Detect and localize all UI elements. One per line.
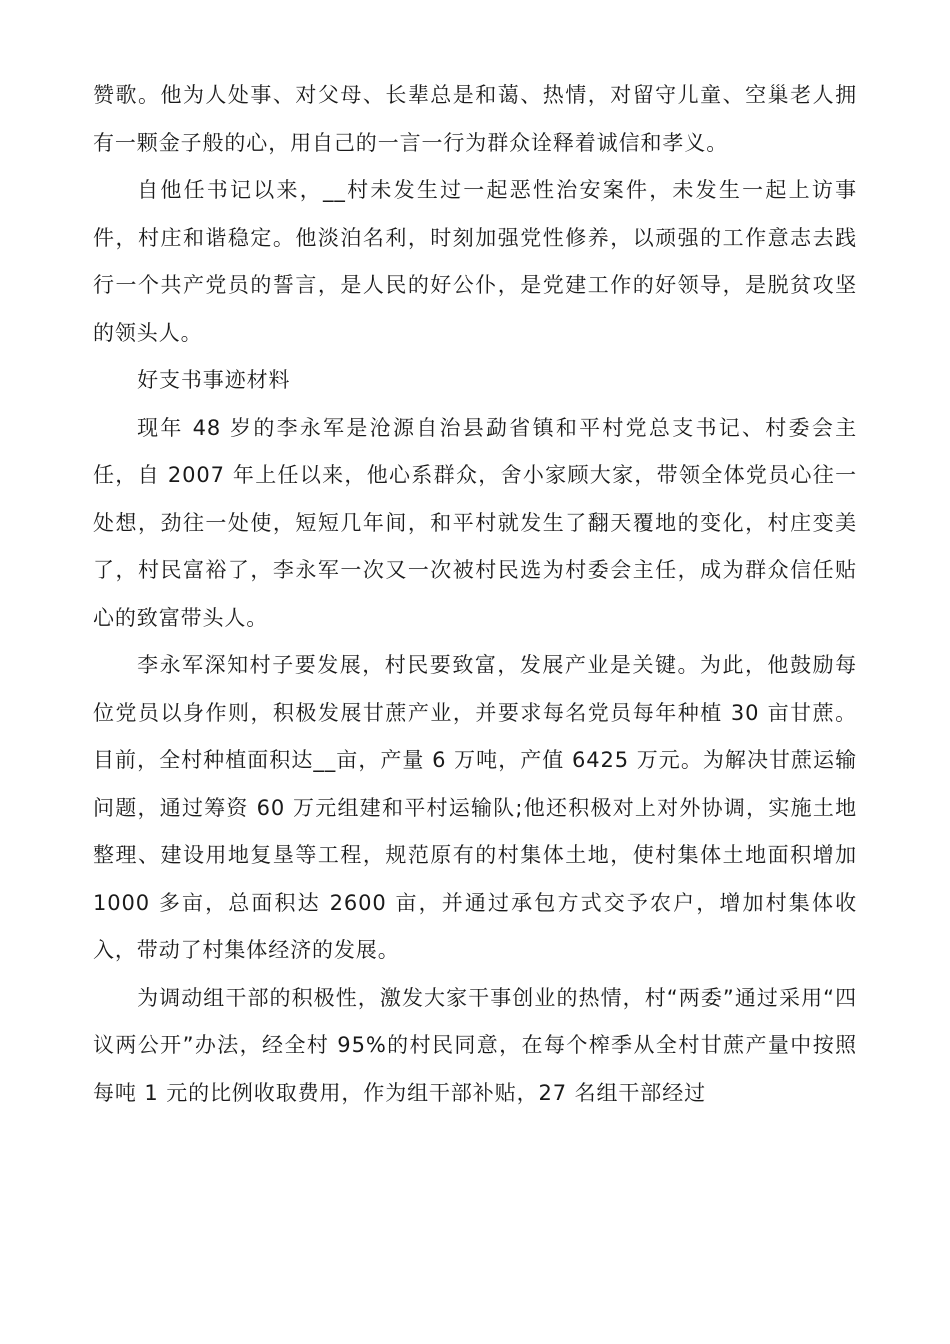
paragraph-5: 为调动组干部的积极性，激发大家干事创业的热情，村“两委”通过采用“四议两公开”办法，经全村 95%的村民同意，在每个榨季从全村甘蔗产量中按照每吨 1 元的比例收取费用，作为组干部补贴，27 名组干部经过 — [93, 985, 857, 1105]
paragraph-3: 现年 48 岁的李永军是沧源自治县勐省镇和平村党总支书记、村委会主任，自 2007 年上任以来，他心系群众，舍小家顾大家，带领全体党员心往一处想，劲往一处使，短短几年间，和平村就发生了翻天覆地的变化，村庄变美了，村民富裕了，李永军一次又一次被村民选为村委会主任，成为群众信任贴心的致富带头人。 — [93, 415, 857, 630]
paragraph-4: 李永军深知村子要发展，村民要致富，发展产业是关键。为此，他鼓励每位党员以身作则，积极发展甘蔗产业，并要求每名党员每年种植 30 亩甘蔗。目前，全村种植面积达__亩，产量 6 万吨，产值 6425 万元。为解决甘蔗运输问题，通过筹资 60 万元组建和平村运输队;他还积极对上对外协调，实施土地整理、建设用地复垦等工程，规范原有的村集体土地，使村集体土地面积增加 1000 多亩，总面积达 2600 亩，并通过承包方式交予农户，增加村集体收入，带动了村集体经济的发展。 — [93, 653, 857, 962]
paragraph-1: 赞歌。他为人处事、对父母、长辈总是和蔼、热情，对留守儿童、空巢老人拥有一颗金子般的心，用自己的一言一行为群众诠释着诚信和孝义。 — [93, 83, 857, 155]
document-page — [93, 72, 857, 1117]
paragraph-2: 自他任书记以来，__村未发生过一起恶性治安案件，未发生一起上访事件，村庄和谐稳定。他淡泊名利，时刻加强党性修养，以顽强的工作意志去践行一个共产党员的誓言，是人民的好公仆，是党建工作的好领导，是脱贫攻坚的领头人。 — [93, 178, 857, 345]
section-heading: 好支书事迹材料 — [137, 368, 291, 392]
